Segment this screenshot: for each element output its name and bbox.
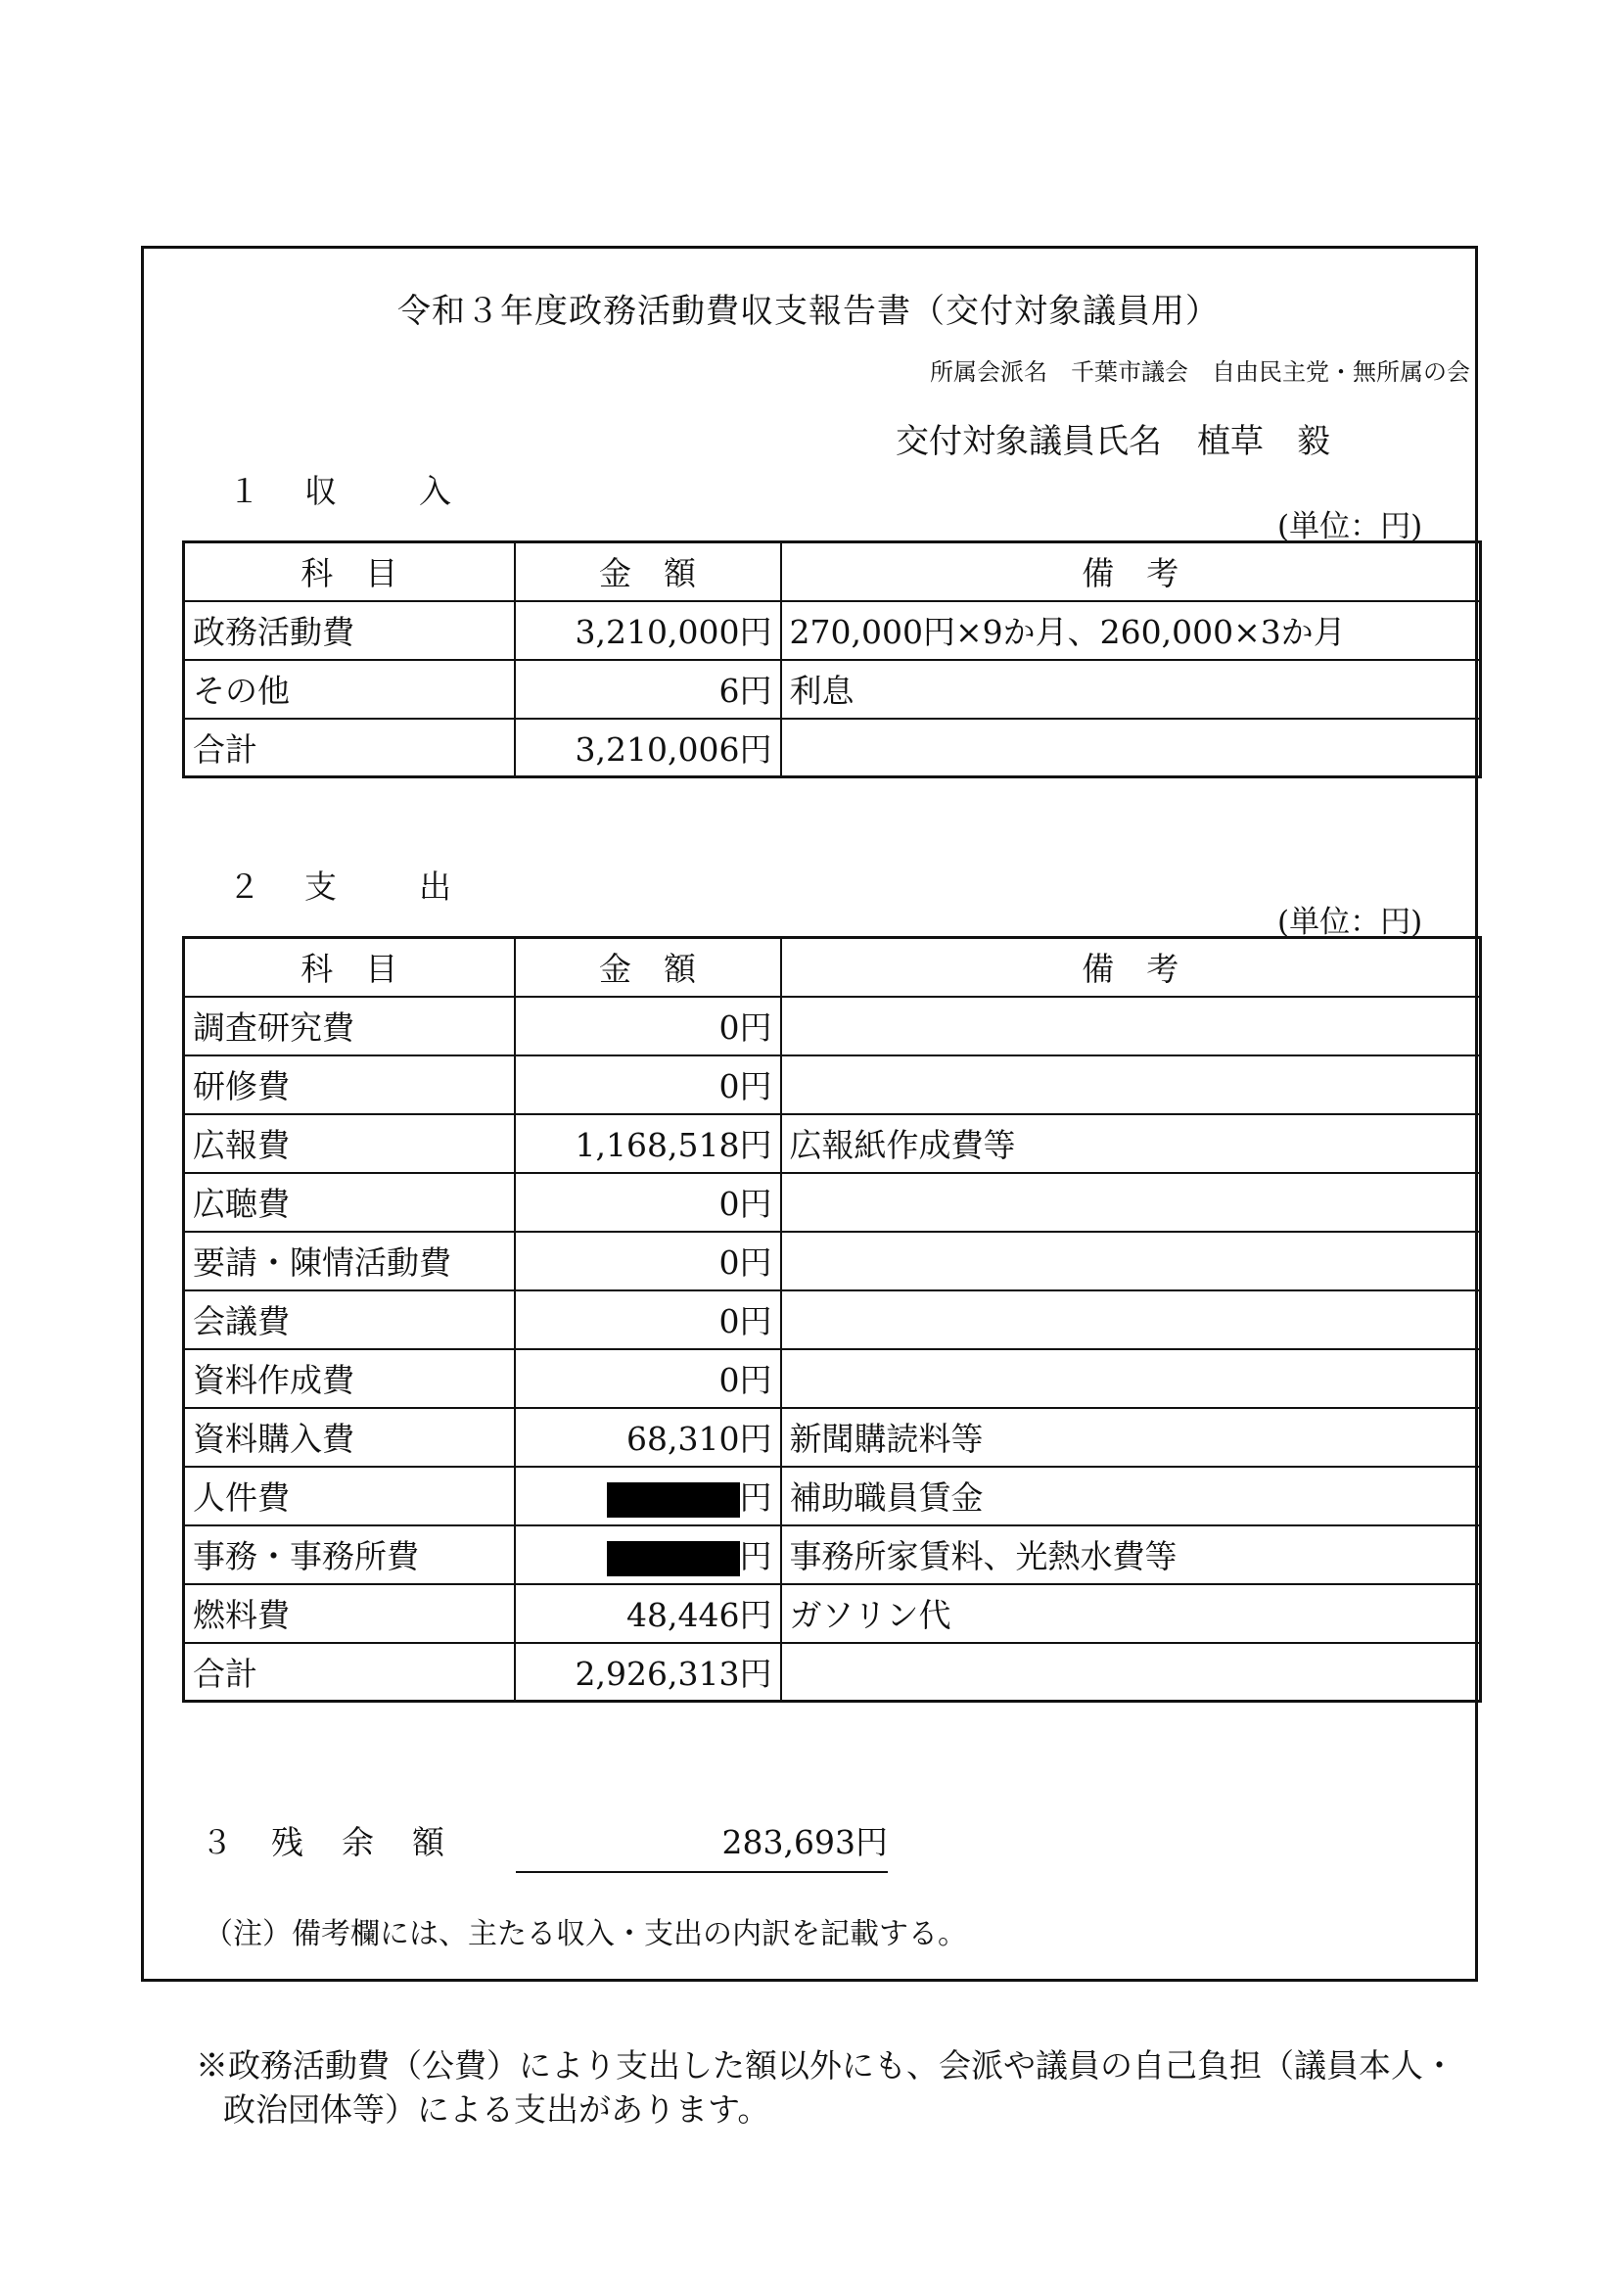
row-item: 合計 (184, 719, 515, 777)
row-note: 利息 (781, 660, 1481, 719)
row-note: 新聞購読料等 (781, 1408, 1481, 1467)
row-item: 合計 (184, 1643, 515, 1702)
table-row (184, 1232, 1481, 1290)
member-name: 植草 毅 (1197, 422, 1330, 461)
expense-heading: ２ 支 出 (228, 867, 457, 906)
row-item: 事務・事務所費 (184, 1525, 515, 1584)
row-amount: 円 (739, 1537, 772, 1575)
remainder-value: 283,693円 (516, 1817, 888, 1873)
row-item: 研修費 (184, 1055, 515, 1114)
table-header-row (184, 938, 1481, 997)
table-row (184, 1290, 1481, 1349)
row-item: 広聴費 (184, 1173, 515, 1232)
table-row (184, 1467, 1481, 1525)
income-table (182, 540, 1482, 778)
table-row (184, 719, 1481, 777)
header-amount: 金 額 (515, 542, 781, 601)
remarks-note: （注）備考欄には、主たる収入・支出の内訳を記載する。 (204, 1917, 967, 1951)
row-item: 会議費 (184, 1290, 515, 1349)
table-row (184, 1173, 1481, 1232)
row-note: 補助職員賃金 (781, 1467, 1481, 1525)
row-note: 270,000円×9か月、260,000×3か月 (781, 601, 1481, 660)
row-amount: 0円 (515, 1290, 781, 1349)
income-heading: １ 収 入 (228, 472, 457, 510)
row-amount: 円 (739, 1478, 772, 1517)
expense-unit: (単位：円) (1277, 905, 1423, 940)
row-amount: 48,446円 (515, 1584, 781, 1643)
header-note: 備 考 (781, 938, 1481, 997)
row-note (781, 997, 1481, 1055)
row-amount: 0円 (515, 1173, 781, 1232)
row-amount: 0円 (515, 997, 781, 1055)
table-row (184, 997, 1481, 1055)
table-row (184, 660, 1481, 719)
row-item: 調査研究費 (184, 997, 515, 1055)
row-note (781, 1643, 1481, 1702)
table-row (184, 601, 1481, 660)
table-row (184, 1584, 1481, 1643)
row-item: 燃料費 (184, 1584, 515, 1643)
row-amount: 2,926,313円 (515, 1643, 781, 1702)
expense-table (182, 936, 1482, 1703)
footnote-line-2: 政治団体等）による支出があります。 (223, 2089, 770, 2129)
income-unit: (単位：円) (1277, 509, 1423, 544)
table-row (184, 1055, 1481, 1114)
row-amount: 3,210,000円 (515, 601, 781, 660)
table-row (184, 1408, 1481, 1467)
row-amount: 68,310円 (515, 1408, 781, 1467)
header-note: 備 考 (781, 542, 1481, 601)
header-item: 科 目 (184, 938, 515, 997)
table-row (184, 1525, 1481, 1584)
row-item: 資料購入費 (184, 1408, 515, 1467)
member-label: 交付対象議員氏名 (896, 422, 1162, 461)
header-amount: 金 額 (515, 938, 781, 997)
redaction-block (607, 1482, 740, 1518)
redaction-block (607, 1541, 740, 1576)
row-note (781, 1232, 1481, 1290)
row-amount: 3,210,006円 (515, 719, 781, 777)
footnote (196, 2044, 1498, 2132)
row-item: 政務活動費 (184, 601, 515, 660)
row-amount: 0円 (515, 1232, 781, 1290)
table-row (184, 1114, 1481, 1173)
row-amount: 6円 (515, 660, 781, 719)
header-item: 科 目 (184, 542, 515, 601)
row-note (781, 719, 1481, 777)
table-row (184, 1643, 1481, 1702)
row-amount: 0円 (515, 1055, 781, 1114)
row-note (781, 1173, 1481, 1232)
row-item: 資料作成費 (184, 1349, 515, 1408)
row-amount: 1,168,518円 (515, 1114, 781, 1173)
row-amount-redacted (515, 1525, 781, 1584)
row-item: 広報費 (184, 1114, 515, 1173)
row-note: 広報紙作成費等 (781, 1114, 1481, 1173)
footnote-line-1: ※政務活動費（公費）により支出した額以外にも、会派や議員の自己負担（議員本人・ (196, 2046, 1455, 2085)
row-note: 事務所家賃料、光熱水費等 (781, 1525, 1481, 1584)
row-note (781, 1290, 1481, 1349)
member-line (896, 414, 1330, 462)
row-item: その他 (184, 660, 515, 719)
row-amount-redacted (515, 1467, 781, 1525)
faction-line: 所属会派名 千葉市議会 自由民主党・無所属の会 (930, 358, 1470, 386)
table-header-row (184, 542, 1481, 601)
table-row (184, 1349, 1481, 1408)
row-note (781, 1349, 1481, 1408)
row-item: 人件費 (184, 1467, 515, 1525)
report-title: 令和３年度政務活動費収支報告書（交付対象議員用） (397, 292, 1220, 331)
remainder-label: ３ 残 余 額 (201, 1823, 447, 1861)
row-item: 要請・陳情活動費 (184, 1232, 515, 1290)
row-amount: 0円 (515, 1349, 781, 1408)
row-note: ガソリン代 (781, 1584, 1481, 1643)
row-note (781, 1055, 1481, 1114)
